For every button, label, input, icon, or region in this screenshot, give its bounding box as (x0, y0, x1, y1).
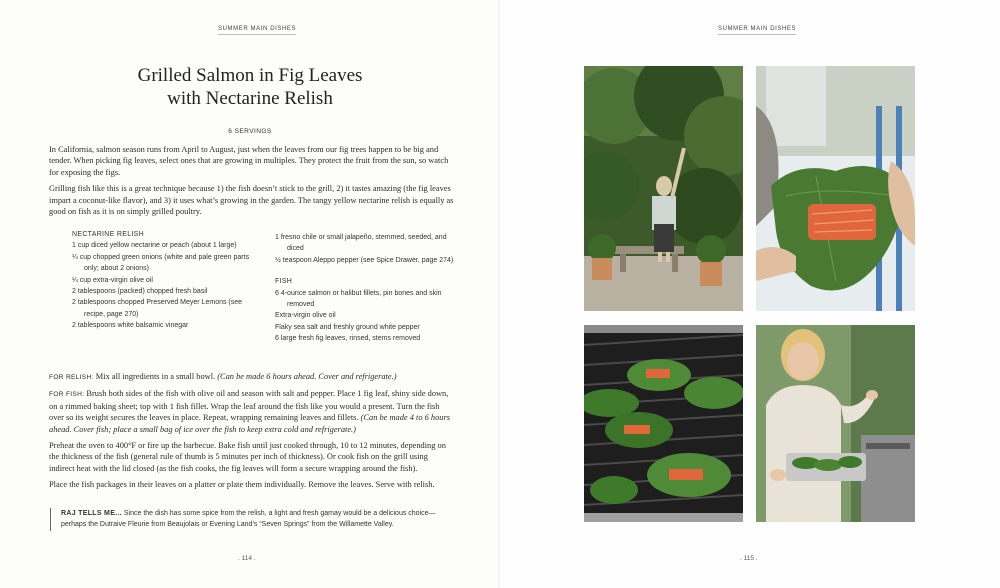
method-step-fish (49, 388, 454, 435)
step-note: (Can be made 4 to 6 hours ahead. Cover fish; place a small bag of ice over the fish to keep extra cold and refrigerate.) (49, 413, 450, 434)
right-page (500, 0, 1000, 588)
intro-paragraph-2: Grilling fish like this is a great technique because 1) the fish doesn’t stick to the grill, 2) it tastes amazing (the fig leaves impart a coconut-like flavor), and 3) it uses what’s growing in the garden. The tangy yellow nectarine relish is equally as good on fish as it is on simply grilled poultry. (49, 184, 454, 217)
page-number-right: . 115 . (740, 555, 758, 562)
servings: 6 SERVINGS (228, 128, 272, 135)
running-head-right: SUMMER MAIN DISHES (718, 26, 796, 35)
recipe-title (60, 64, 440, 110)
title-line-1: Grilled Salmon in Fig Leaves (137, 65, 363, 86)
ingredient-item: ¼ cup chopped green onions (white and pale green parts only; about 2 onions) (72, 253, 250, 273)
ingredient-item: Extra-virgin olive oil (275, 312, 336, 320)
method-step-cook: Preheat the oven to 400°F or fire up the barbecue. Bake fish until just cooked through, 10 to 12 minutes, depending on the thickness of the fish (general rule of thumb is 5 minutes per inch of thickness). Or cook fish on the grill using indirect heat with the lid closed (as the fish cooks, the fig leaves will form a secure wrapping around the fish). (49, 441, 446, 473)
serving-photo (756, 325, 915, 522)
garden-photo (584, 66, 743, 311)
step-text: Brush both sides of the fish with olive oil and season with salt and pepper. Place 1 fig leaf, shiny side down, on a rimmed baking sheet; top with 1 fish fillet. Wrap the leaf around the fish like you would a present. Turn the fish over so its weight secures the leaves in place. Repeat, wrapping remaining leaves and fillets. (49, 389, 449, 423)
relish-ingredients-continued (275, 232, 455, 345)
ingredient-item: 1 cup diced yellow nectarine or peach (about 1 large) (72, 242, 237, 250)
ingredient-item: Flaky sea salt and freshly ground white pepper (275, 323, 420, 331)
title-line-2: with Nectarine Relish (167, 88, 333, 109)
ingredient-item: 6 4-ounce salmon or halibut fillets, pin bones and skin removed (275, 289, 442, 309)
running-head-left: SUMMER MAIN DISHES (218, 26, 296, 35)
ingredient-item: 6 large fresh fig leaves, rinsed, stems removed (275, 335, 421, 343)
ingredient-item: 2 tablespoons chopped Preserved Meyer Lemons (see recipe, page 270) (72, 299, 243, 318)
grill-photo (584, 325, 743, 522)
ingredient-item: ½ teaspoon Aleppo pepper (see Spice Drawer, page 274) (275, 256, 454, 264)
method (49, 371, 454, 496)
intro (49, 144, 454, 222)
tip-text: Since the dish has some spice from the relish, a light and fresh gamay would be a delicious choice—perhaps the Dutraive Fleurie from Beaujolais or Evening Land’s “Seven Springs” from the Willamette Valley. (61, 510, 436, 529)
wrapping-photo (756, 66, 915, 311)
fish-heading: FISH (275, 278, 293, 286)
tip-lead: RAJ TELLS ME... (61, 510, 122, 517)
step-note: (Can be made 6 hours ahead. Cover and refrigerate.) (217, 372, 397, 381)
method-step-relish (49, 371, 454, 383)
ingredient-item: 1 fresno chile or small jalapeño, stemmed, seeded, and diced (275, 234, 447, 253)
step-lead: FOR RELISH: (49, 374, 94, 381)
ingredient-item: 2 tablespoons (packed) chopped fresh basil (72, 288, 208, 296)
relish-heading: NECTARINE RELISH (72, 231, 144, 238)
step-text: Mix all ingredients in a small bowl. (95, 372, 216, 381)
intro-paragraph-1: In California, salmon season runs from April to August, just when the leaves from our fig trees happen to be big and tender. When picking fig leaves, select ones that are growing in multiples. They protect the fruit from the sun, so watch for exposing the figs. (49, 145, 449, 177)
step-lead: FOR FISH: (49, 391, 85, 399)
page-number-left: . 114 . (238, 555, 256, 562)
ingredient-item: 2 tablespoons white balsamic vinegar (72, 322, 189, 330)
method-step-serve: Place the fish packages in their leaves on a platter or plate them individually. Remove the leaves. Serve with relish. (49, 480, 435, 490)
relish-ingredients (72, 229, 254, 332)
wine-tip (50, 508, 455, 531)
ingredient-item: ¼ cup extra-virgin olive oil (72, 276, 153, 284)
